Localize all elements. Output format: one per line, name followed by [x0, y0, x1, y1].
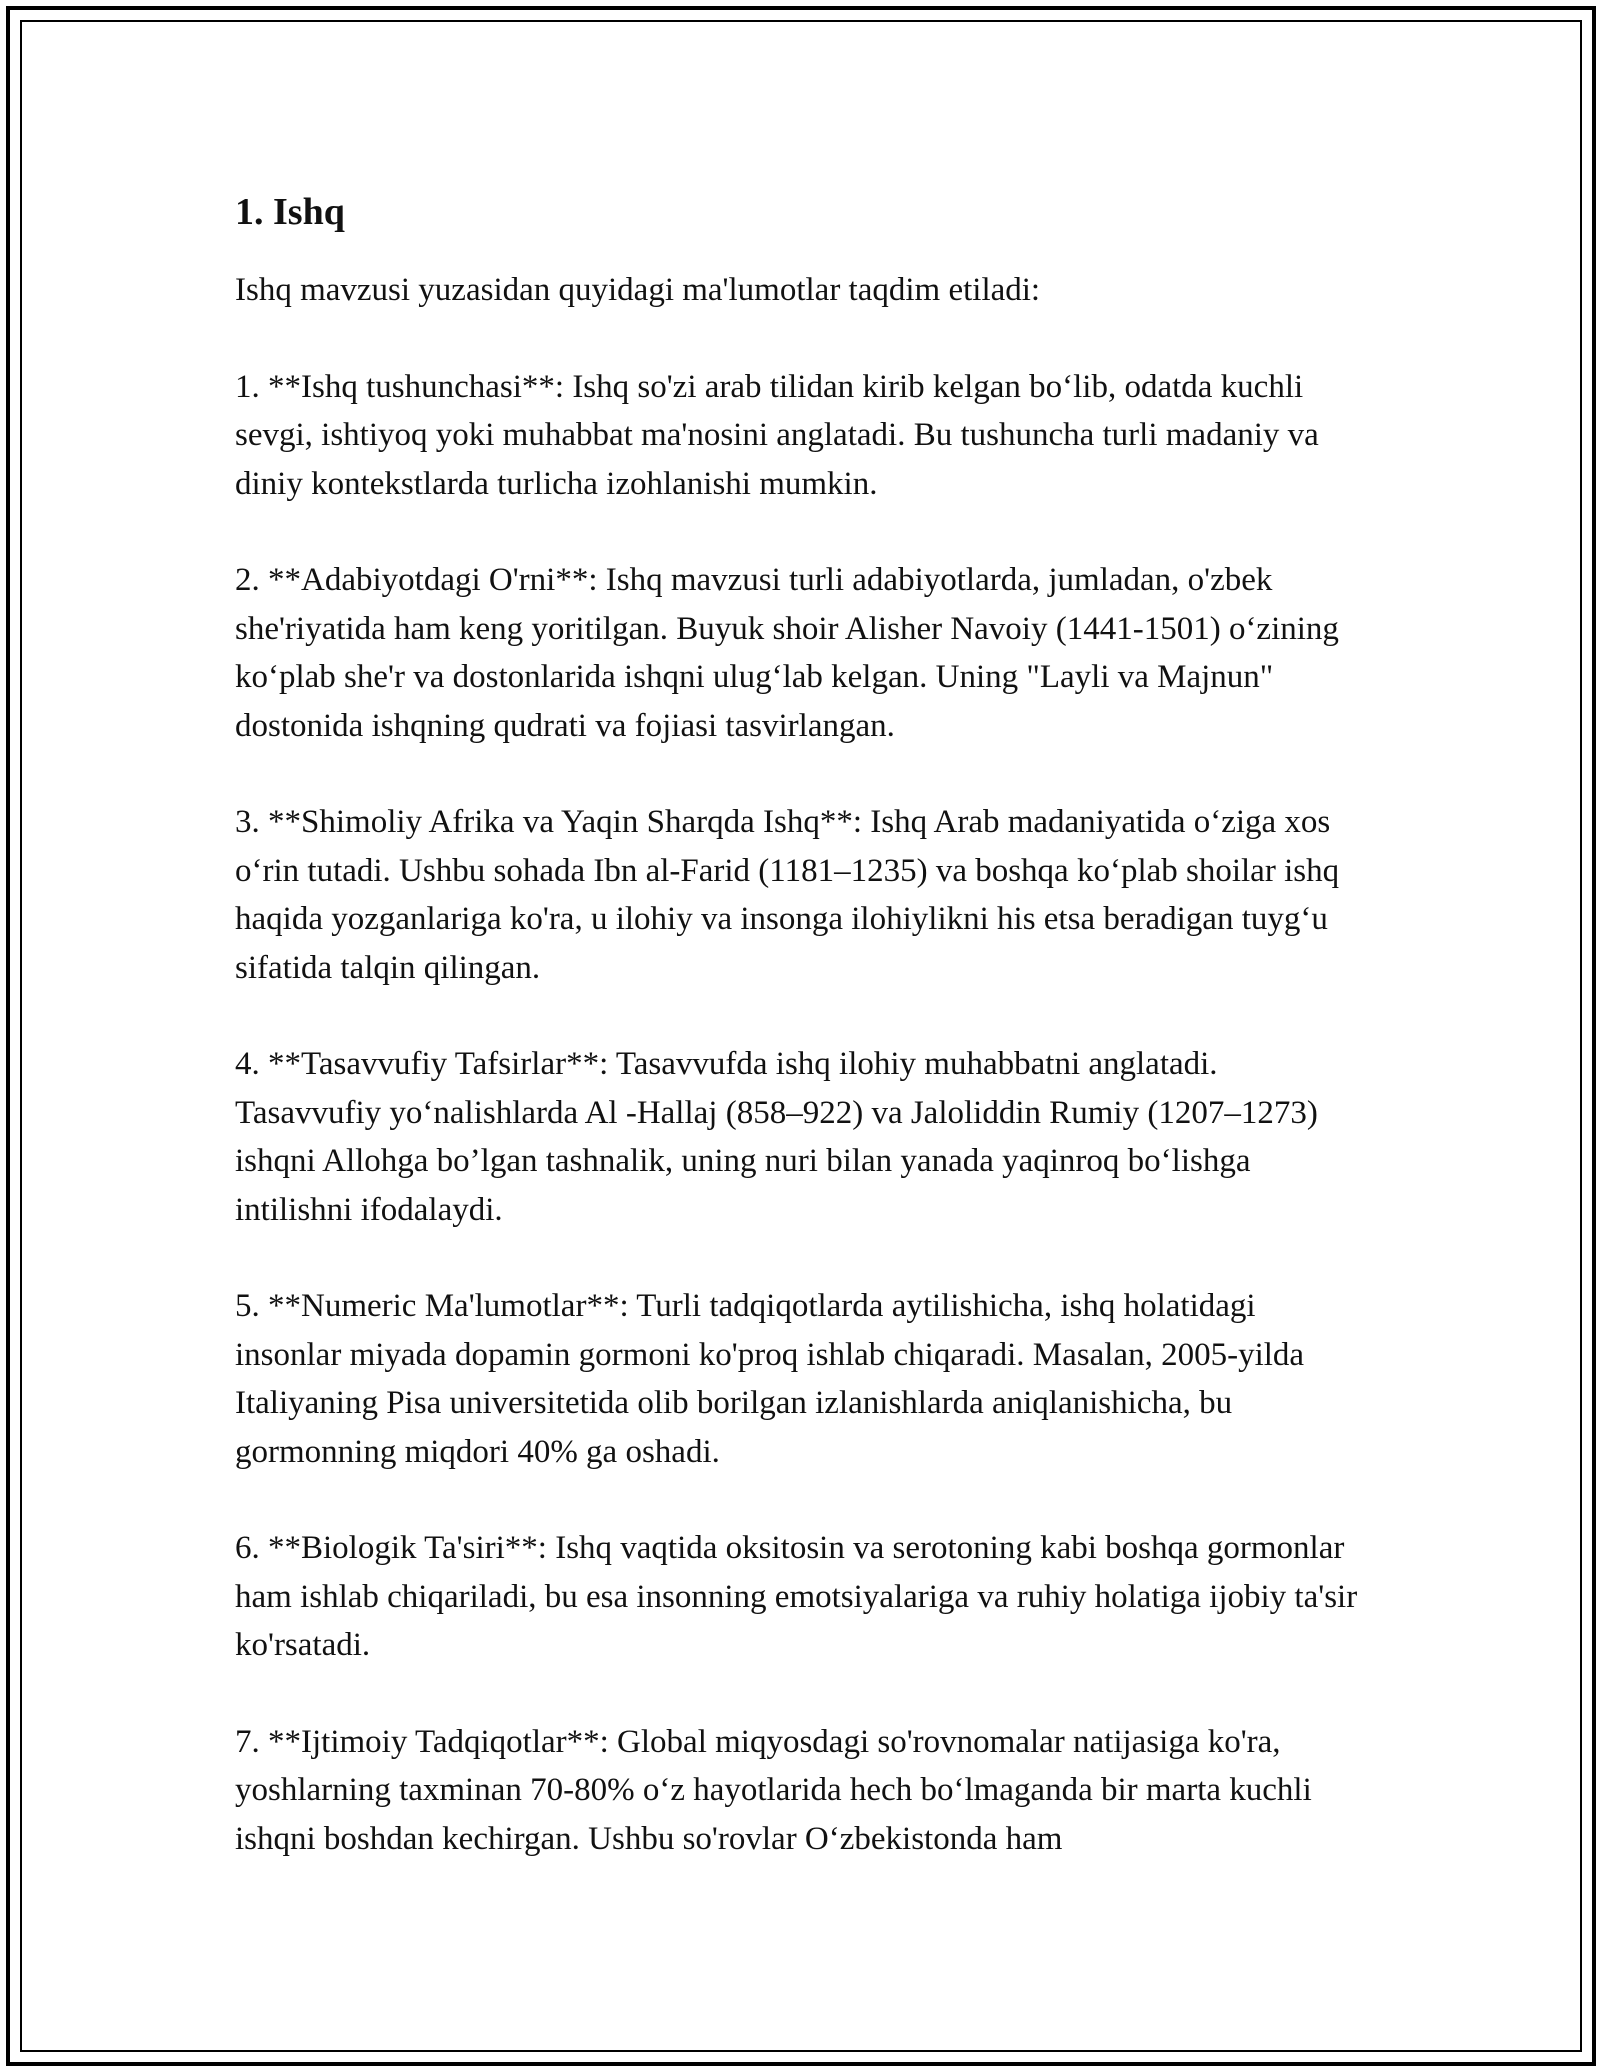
list-item: 6. **Biologik Ta'siri**: Ishq vaqtida oksitosin va serotoning kabi boshqa gormonlar ham ishlab chiqariladi, bu esa insonning emotsiyalariga va ruhiy holatiga ijobiy ta'sir ko'rsatadi. — [235, 1530, 1358, 1663]
list-item: 4. **Tasavvufiy Tafsirlar**: Tasavvufda ishq ilohiy muhabbatni anglatadi. Tasavvufiy yo‘nalishlarda Al -Hallaj (858–922) va Jaloliddin Rumiy (1207–1273) ishqni Allohga bo’lgan tashnalik, uning nuri bilan yanada yaqinroq bo‘lishga intilishni ifodalaydi. — [235, 1046, 1318, 1228]
intro-paragraph: Ishq mavzusi yuzasidan quyidagi ma'lumotlar taqdim etiladi: — [235, 272, 1041, 308]
list-item: 1. **Ishq tushunchasi**: Ishq so'zi arab tilidan kirib kelgan bo‘lib, odatda kuchli sevgi, ishtiyoq yoki muhabbat ma'nosini anglatadi. Bu tushuncha turli madaniy va diniy kontekstlarda turlicha izohlanishi mumkin. — [235, 368, 1319, 502]
list-item: 3. **Shimoliy Afrika va Yaqin Sharqda Ishq**: Ishq Arab madaniyatida o‘ziga xos o‘rin tutadi. Ushbu sohada Ibn al-Farid (1181–1235) va boshqa ko‘plab shoilar ishq haqida yozganlariga ko'ra, u ilohiy va insonga ilohiylikni his etsa beradigan tuyg‘u sifatida talqin qilingan. — [235, 804, 1340, 986]
document-heading: 1. Ishq — [235, 191, 345, 233]
list-item: 7. **Ijtimoiy Tadqiqotlar**: Global miqyosdagi so'rovnomalar natijasiga ko'ra, yoshlarning taxminan 70-80% o‘z hayotlarida hech bo‘lmaganda bir marta kuchli ishqni boshdan kechirgan. Ushbu so'rovlar O‘zbekistonda ham — [235, 1723, 1312, 1857]
document-body — [235, 190, 1365, 1911]
list-item: 5. **Numeric Ma'lumotlar**: Turli tadqiqotlarda aytilishicha, ishq holatidagi insonlar miyada dopamin gormoni ko'proq ishlab chiqaradi. Masalan, 2005-yilda Italiyaning Pisa universitetida olib borilgan izlanishlarda aniqlanishicha, bu gormonning miqdori 40% ga oshadi. — [235, 1288, 1305, 1470]
list-item: 2. **Adabiyotdagi O'rni**: Ishq mavzusi turli adabiyotlarda, jumladan, o'zbek she'riyatida ham keng yoritilgan. Buyuk shoir Alisher Navoiy (1441-1501) o‘zining ko‘plab she'r va dostonlarida ishqni ulug‘lab kelgan. Uning "Layli va Majnun" dostonida ishqning qudrati va fojiasi tasvirlangan. — [235, 562, 1339, 744]
